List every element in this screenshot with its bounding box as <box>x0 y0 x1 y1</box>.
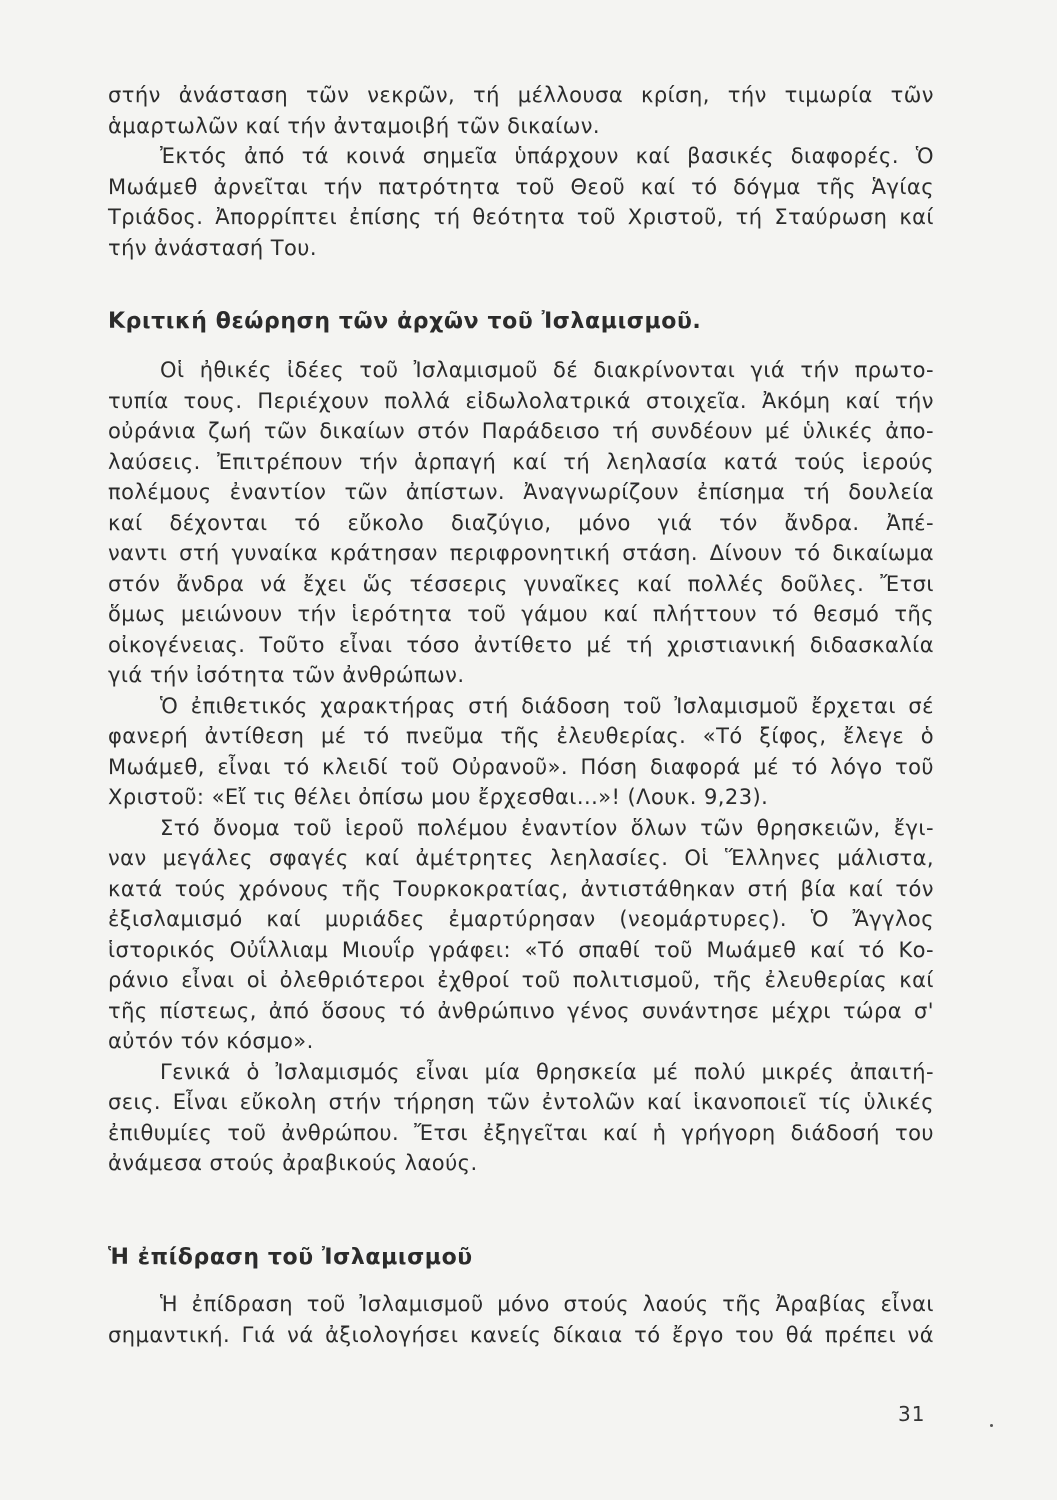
text-line: ἱστορικός Οὐΐλλιαμ Μιουΐρ γράφει: «Τό σπαθί τοῦ Μωάμεθ καί τό Κο- <box>108 937 934 962</box>
text-line: οὐράνια ζωή τῶν δικαίων στόν Παράδεισο τή συνδέουν μέ ὑλικές ἀπο- <box>108 419 934 443</box>
text-line: Χριστοῦ: «Εἴ τις θέλει ὀπίσω μου ἔρχεσθαι...»! (Λουκ. 9,23). <box>108 785 769 809</box>
text-line: οἰκογένειας. Τοῦτο εἶναι τόσο ἀντίθετο μέ τή χριστιανική διδασκαλία <box>108 632 934 657</box>
text-line: ἁμαρτωλῶν καί τήν ἀνταμοιβή τῶν δικαίων. <box>108 113 601 138</box>
text-line: Τριάδος. Ἀπορρίπτει ἐπίσης τή θεότητα τοῦ Χριστοῦ, τή Σταύρωση καί <box>108 205 934 229</box>
text-line: ἐξισλαμισμό καί μυριάδες ἐμαρτύρησαν (νεομάρτυρες). Ὁ Ἄγγλος <box>108 907 934 931</box>
text-line: πολέμους ἐναντίον τῶν ἀπίστων. Ἀναγνωρίζουν ἐπίσημα τή δουλεία <box>108 480 934 504</box>
section-heading-critique: Κριτική θεώρηση τῶν ἀρχῶν τοῦ Ἰσλαμισμοῦ. <box>108 309 702 334</box>
text-line: λαύσεις. Ἐπιτρέπουν τήν ἁρπαγή καί τή λεηλασία κατά τούς ἱερούς <box>108 449 934 474</box>
text-line: στόν ἄνδρα νά ἔχει ὥς τέσσερις γυναῖκες καί πολλές δοῦλες. Ἔτσι <box>108 571 934 596</box>
text-line: κατά τούς χρόνους τῆς Τουρκοκρατίας, ἀντιστάθηκαν στή βία καί τόν <box>108 876 934 901</box>
text-line: τῆς πίστεως, ἀπό ὅσους τό ἀνθρώπινο γένος συνάντησε μέχρι τώρα σ' <box>108 998 934 1023</box>
text-line: τυπία τους. Περιέχουν πολλά εἰδωλολατρικά στοιχεῖα. Ἀκόμη καί τήν <box>108 388 934 413</box>
text-line: ράνιο εἶναι οἱ ὀλεθριότεροι ἐχθροί τοῦ πολιτισμοῦ, τῆς ἐλευθερίας καί <box>108 968 934 992</box>
text-line: στήν ἀνάσταση τῶν νεκρῶν, τή μέλλουσα κρίση, τήν τιμωρία τῶν <box>108 83 934 107</box>
text-line: ναντι στή γυναίκα κράτησαν περιφρονητική στάση. Δίνουν τό δικαίωμα <box>108 541 934 565</box>
page-number: 31 <box>898 1402 926 1426</box>
paragraph-intro <box>108 80 934 263</box>
text-line: καί δέχονται τό εὔκολο διαζύγιο, μόνο γιά τόν ἄνδρα. Ἀπέ- <box>108 510 934 535</box>
text-line: Ἡ ἐπίδραση τοῦ Ἰσλαμισμοῦ μόνο στούς λαούς τῆς Ἀραβίας εἶναι <box>160 1292 934 1316</box>
text-line: Ὁ ἐπιθετικός χαρακτήρας στή διάδοση τοῦ Ἰσλαμισμοῦ ἔρχεται σέ <box>160 693 934 718</box>
scan-speck <box>990 1424 993 1427</box>
text-line: ἀνάμεσα στούς ἀραβικούς λαούς. <box>108 1151 478 1175</box>
text-line: σημαντική. Γιά νά ἀξιολογήσει κανείς δίκαια τό ἔργο του θά πρέπει νά <box>108 1322 934 1347</box>
text-line: γιά τήν ἰσότητα τῶν ἀνθρώπων. <box>108 663 465 687</box>
section-heading-influence: Ἡ ἐπίδραση τοῦ Ἰσλαμισμοῦ <box>108 1245 473 1270</box>
text-line: ναν μεγάλες σφαγές καί ἀμέτρητες λεηλασίες. Οἱ Ἕλληνες μάλιστα, <box>108 846 934 870</box>
text-line: Οἱ ἠθικές ἰδέες τοῦ Ἰσλαμισμοῦ δέ διακρίνονται γιά τήν πρωτο- <box>160 358 934 382</box>
text-line: Γενικά ὁ Ἰσλαμισμός εἶναι μία θρησκεία μέ πολύ μικρές ἀπαιτή- <box>160 1059 934 1084</box>
section-body-critique <box>108 355 934 1179</box>
text-line: Ἐκτός ἀπό τά κοινά σημεῖα ὑπάρχουν καί βασικές διαφορές. Ὁ <box>160 144 934 168</box>
section-body-influence <box>108 1289 934 1350</box>
text-line: αὐτόν τόν κόσμο». <box>108 1029 314 1053</box>
text-line: ὅμως μειώνουν τήν ἱερότητα τοῦ γάμου καί πλήττουν τό θεσμό τῆς <box>108 602 934 626</box>
text-line: σεις. Εἶναι εὔκολη στήν τήρηση τῶν ἐντολῶν καί ἱκανοποιεῖ τίς ὑλικές <box>108 1090 934 1114</box>
text-line: Στό ὄνομα τοῦ ἱεροῦ πολέμου ἐναντίον ὅλων τῶν θρησκειῶν, ἔγι- <box>160 815 934 840</box>
text-line: Μωάμεθ, εἶναι τό κλειδί τοῦ Οὐρανοῦ». Πόση διαφορά μέ τό λόγο τοῦ <box>108 754 934 779</box>
text-line: Μωάμεθ ἀρνεῖται τήν πατρότητα τοῦ Θεοῦ καί τό δόγμα τῆς Ἁγίας <box>108 174 934 199</box>
text-line: ἐπιθυμίες τοῦ ἀνθρώπου. Ἔτσι ἐξηγεῖται καί ἡ γρήγορη διάδοσή του <box>108 1120 934 1145</box>
text-line: τήν ἀνάστασή Του. <box>108 235 318 260</box>
text-line: φανερή ἀντίθεση μέ τό πνεῦμα τῆς ἐλευθερίας. «Τό ξίφος, ἔλεγε ὁ <box>108 724 934 748</box>
